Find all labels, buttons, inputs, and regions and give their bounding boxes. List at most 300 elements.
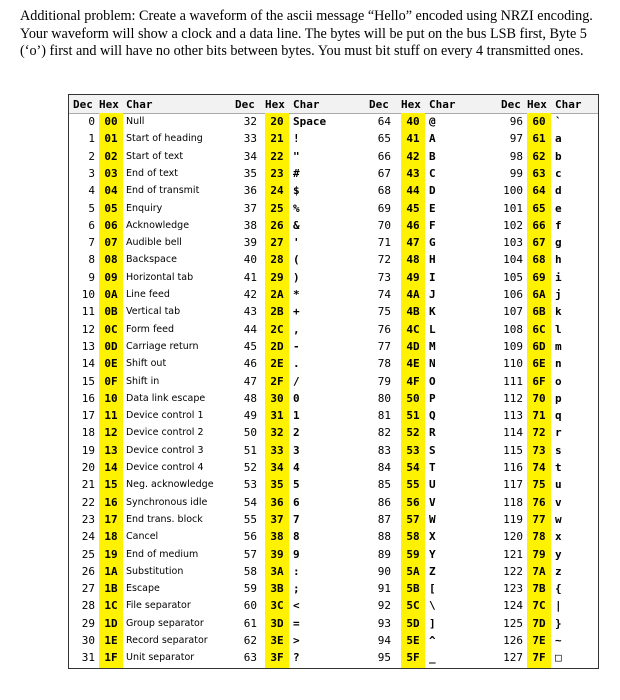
hex-cell: 4F	[406, 374, 420, 388]
char-cell: e	[555, 201, 562, 215]
dec-cell: 32	[243, 115, 257, 128]
hex-cell: 24	[270, 184, 284, 198]
table-row	[69, 633, 598, 648]
char-cell: +	[293, 305, 300, 319]
dec-cell: 126	[503, 634, 523, 647]
table-row	[69, 495, 598, 510]
hex-cell: 7D	[532, 616, 546, 630]
dec-cell: 80	[377, 391, 391, 405]
hex-cell: 79	[532, 547, 546, 561]
dec-cell: 45	[243, 339, 257, 353]
dec-cell: 119	[503, 512, 523, 526]
char-cell: P	[429, 391, 436, 405]
hex-cell: 33	[270, 443, 284, 457]
dec-cell: 73	[377, 270, 391, 284]
hex-cell: 62	[532, 149, 546, 163]
hex-cell: 21	[270, 132, 284, 146]
char-cell: Start of text	[126, 150, 184, 162]
dec-cell: 90	[377, 564, 391, 578]
table-row	[69, 581, 598, 596]
char-cell: 0	[293, 391, 300, 405]
char-cell: )	[293, 270, 300, 284]
hex-cell: 16	[104, 495, 118, 509]
char-cell: F	[429, 218, 436, 232]
hex-cell: 07	[104, 236, 118, 250]
char-cell: }	[555, 616, 562, 630]
hex-cell: 09	[104, 270, 118, 284]
char-cell: T	[429, 461, 436, 474]
dec-cell: 63	[243, 651, 257, 665]
hex-cell: 0F	[104, 374, 118, 388]
hex-cell: 59	[406, 547, 420, 561]
header-char: Char	[429, 98, 456, 111]
char-cell: @	[429, 115, 436, 128]
dec-cell: 28	[81, 599, 95, 613]
char-cell: v	[555, 495, 562, 509]
hex-cell: 44	[406, 184, 420, 198]
table-row	[69, 201, 598, 216]
dec-cell: 62	[243, 634, 257, 647]
hex-cell: 66	[532, 218, 546, 232]
hex-cell: 08	[104, 253, 118, 267]
char-cell: a	[555, 132, 562, 146]
char-cell: _	[429, 651, 436, 665]
dec-cell: 77	[377, 339, 391, 353]
hex-cell: 0D	[104, 339, 118, 353]
dec-cell: 10	[81, 288, 95, 301]
dec-cell: 29	[81, 616, 95, 630]
dec-cell: 117	[503, 478, 523, 492]
dec-cell: 87	[377, 512, 391, 526]
hex-cell: 52	[406, 426, 420, 440]
hex-cell: 03	[104, 166, 118, 180]
hex-cell: 58	[406, 530, 420, 544]
hex-cell: 60	[532, 115, 546, 128]
dec-cell: 0	[88, 115, 95, 128]
hex-cell: 36	[270, 495, 284, 509]
hex-cell: 2B	[270, 305, 284, 319]
hex-cell: 0A	[104, 288, 118, 301]
hex-cell: 49	[406, 270, 420, 284]
char-cell: Unit separator	[126, 652, 195, 664]
char-cell: Shift in	[126, 375, 160, 387]
char-cell: 9	[293, 547, 300, 561]
dec-cell: 84	[377, 461, 391, 474]
hex-cell: 3E	[270, 634, 284, 647]
dec-cell: 7	[88, 236, 95, 250]
hex-cell: 7A	[532, 564, 546, 578]
dec-cell: 38	[243, 218, 257, 232]
dec-cell: 54	[243, 495, 257, 509]
hex-cell: 4C	[406, 322, 420, 336]
table-row	[69, 114, 598, 129]
dec-cell: 37	[243, 201, 257, 215]
hex-cell: 42	[406, 149, 420, 163]
hex-cell: 30	[270, 391, 284, 405]
dec-cell: 72	[377, 253, 391, 267]
dec-cell: 93	[377, 616, 391, 630]
dec-cell: 23	[81, 512, 95, 526]
dec-cell: 120	[503, 530, 523, 544]
dec-cell: 101	[503, 201, 523, 215]
hex-cell: 41	[406, 132, 420, 146]
char-cell: k	[555, 305, 562, 319]
hex-cell: 01	[104, 132, 118, 146]
hex-cell: 46	[406, 218, 420, 232]
hex-cell: 6B	[532, 305, 546, 319]
hex-cell: 3C	[270, 599, 284, 613]
hex-cell: 37	[270, 512, 284, 526]
char-cell: .	[293, 357, 300, 371]
hex-cell: 4D	[406, 339, 420, 353]
dec-cell: 60	[243, 599, 257, 613]
hex-cell: 5D	[406, 616, 420, 630]
char-cell: o	[555, 374, 562, 388]
hex-cell: 5E	[406, 634, 420, 647]
dec-cell: 74	[377, 288, 391, 301]
hex-cell: 26	[270, 218, 284, 232]
dec-cell: 68	[377, 184, 391, 198]
hex-cell: 48	[406, 253, 420, 267]
hex-cell: 77	[532, 512, 546, 526]
char-cell: 6	[293, 495, 300, 509]
table-row	[69, 252, 598, 267]
char-cell: Start of heading	[126, 133, 203, 145]
char-cell: z	[555, 564, 562, 578]
hex-cell: 68	[532, 253, 546, 267]
table-row	[69, 374, 598, 389]
hex-cell: 55	[406, 478, 420, 492]
hex-cell: 15	[104, 478, 118, 492]
hex-cell: 43	[406, 166, 420, 180]
dec-cell: 112	[503, 391, 523, 405]
char-cell: Device control 4	[126, 462, 204, 473]
hex-cell: 39	[270, 547, 284, 561]
char-cell: 5	[293, 478, 300, 492]
dec-cell: 107	[503, 305, 523, 319]
dec-cell: 102	[503, 218, 523, 232]
char-cell: p	[555, 391, 562, 405]
char-cell: Device control 2	[126, 427, 204, 439]
header-hex: Hex	[527, 98, 547, 111]
char-cell: O	[429, 374, 436, 388]
table-row	[69, 166, 598, 181]
dec-cell: 104	[503, 253, 523, 267]
char-cell: Neg. acknowledge	[126, 479, 214, 491]
header-hex: Hex	[265, 98, 285, 111]
dec-cell: 82	[377, 426, 391, 440]
dec-cell: 86	[377, 495, 391, 509]
hex-cell: 63	[532, 166, 546, 180]
hex-cell: 7C	[532, 599, 546, 613]
dec-cell: 11	[81, 305, 95, 319]
char-cell: t	[555, 461, 562, 474]
dec-cell: 18	[81, 426, 95, 440]
char-cell: K	[429, 305, 436, 319]
problem-statement: Additional problem: Create a waveform of the ascii message “Hello” encoded using NRZI encoding. Your waveform will show a clock and a data line. The bytes will be put on the bus LSB first, Byte 5 (‘o’) first and will have no other bits between bytes. You must bit stuff on every 4 transmitted ones.	[20, 8, 593, 60]
hex-cell: 4B	[406, 305, 420, 319]
char-cell: File separator	[126, 600, 191, 612]
dec-cell: 118	[503, 495, 523, 509]
char-cell: End of transmit	[126, 185, 200, 197]
dec-cell: 110	[503, 357, 523, 371]
hex-cell: 7B	[532, 582, 546, 596]
hex-cell: 27	[270, 236, 284, 250]
char-cell: L	[429, 322, 436, 336]
hex-cell: 18	[104, 530, 118, 544]
hex-cell: 22	[270, 149, 284, 163]
char-cell: s	[555, 443, 562, 457]
table-row	[69, 149, 598, 164]
char-cell: ?	[293, 651, 300, 665]
table-row	[69, 287, 598, 302]
char-cell: Null	[126, 116, 145, 127]
table-row	[69, 477, 598, 492]
dec-cell: 97	[509, 132, 523, 146]
char-cell: \	[429, 599, 436, 613]
hex-cell: 5B	[406, 582, 420, 596]
char-cell: [	[429, 582, 436, 596]
table-row	[69, 529, 598, 544]
hex-cell: 1F	[104, 651, 118, 665]
char-cell: End of medium	[126, 548, 199, 560]
char-cell: Z	[429, 564, 436, 578]
hex-cell: 3A	[270, 564, 284, 578]
hex-cell: 61	[532, 132, 546, 146]
dec-cell: 57	[243, 547, 257, 561]
dec-cell: 127	[503, 651, 523, 665]
char-cell: G	[429, 236, 436, 250]
table-row	[69, 391, 598, 406]
dec-cell: 71	[377, 236, 391, 250]
table-row	[69, 218, 598, 233]
dec-cell: 6	[88, 218, 95, 232]
char-cell: %	[293, 201, 300, 215]
hex-cell: 23	[270, 166, 284, 180]
table-row	[69, 304, 598, 319]
table-row	[69, 425, 598, 440]
char-cell: B	[429, 149, 436, 163]
hex-cell: 25	[270, 201, 284, 215]
char-cell: End of text	[126, 167, 178, 179]
dec-cell: 41	[243, 270, 257, 284]
table-row	[69, 564, 598, 579]
char-cell: C	[429, 166, 436, 180]
char-cell: N	[429, 357, 436, 371]
hex-cell: 0B	[104, 305, 118, 319]
dec-cell: 96	[509, 115, 523, 128]
hex-cell: 29	[270, 270, 284, 284]
char-cell: d	[555, 184, 562, 198]
hex-cell: 5A	[406, 564, 420, 578]
hex-cell: 2C	[270, 322, 284, 336]
dec-cell: 59	[243, 582, 257, 596]
ascii-table	[68, 94, 599, 669]
char-cell: X	[429, 530, 436, 544]
dec-cell: 33	[243, 132, 257, 146]
char-cell: >	[293, 634, 300, 647]
char-cell: x	[555, 530, 562, 544]
dec-cell: 19	[81, 443, 95, 457]
char-cell: Backspace	[126, 254, 177, 266]
char-cell: Q	[429, 409, 436, 423]
char-cell: Carriage return	[126, 340, 199, 352]
dec-cell: 17	[81, 409, 95, 423]
hex-cell: 14	[104, 461, 118, 474]
dec-cell: 24	[81, 530, 95, 544]
dec-cell: 39	[243, 236, 257, 250]
header-char: Char	[126, 98, 153, 111]
table-row	[69, 339, 598, 354]
hex-cell: 6C	[532, 322, 546, 336]
char-cell: &	[293, 218, 300, 232]
char-cell: End trans. block	[126, 513, 203, 525]
hex-cell: 06	[104, 218, 118, 232]
char-cell: 1	[293, 409, 300, 423]
hex-cell: 2F	[270, 374, 284, 388]
dec-cell: 64	[377, 115, 391, 128]
dec-cell: 36	[243, 184, 257, 198]
hex-cell: 13	[104, 443, 118, 457]
dec-cell: 21	[81, 478, 95, 492]
char-cell: 8	[293, 530, 300, 544]
dec-cell: 108	[503, 322, 523, 336]
char-cell: 3	[293, 443, 300, 457]
dec-cell: 89	[377, 547, 391, 561]
dec-cell: 81	[377, 409, 391, 423]
hex-cell: 1B	[104, 582, 118, 596]
char-cell: Shift out	[126, 358, 167, 370]
dec-cell: 5	[88, 201, 95, 215]
char-cell: Device control 1	[126, 410, 204, 422]
hex-cell: 67	[532, 236, 546, 250]
char-cell: /	[293, 374, 300, 388]
hex-cell: 40	[406, 115, 420, 128]
dec-cell: 92	[377, 599, 391, 613]
table-row	[69, 598, 598, 613]
char-cell: I	[429, 270, 436, 284]
hex-cell: 0E	[104, 357, 118, 371]
hex-cell: 17	[104, 512, 118, 526]
hex-cell: 69	[532, 270, 546, 284]
dec-cell: 35	[243, 166, 257, 180]
hex-cell: 2E	[270, 357, 284, 371]
char-cell: <	[293, 599, 300, 613]
hex-cell: 70	[532, 391, 546, 405]
char-cell: 4	[293, 461, 300, 474]
char-cell: ;	[293, 582, 300, 596]
hex-cell: 78	[532, 530, 546, 544]
hex-cell: 3F	[270, 651, 284, 665]
hex-cell: 71	[532, 409, 546, 423]
char-cell: {	[555, 582, 562, 596]
dec-cell: 44	[243, 322, 257, 336]
char-cell: y	[555, 547, 562, 561]
char-cell: U	[429, 478, 436, 492]
dec-cell: 98	[509, 149, 523, 163]
hex-cell: 1C	[104, 599, 118, 613]
dec-cell: 69	[377, 201, 391, 215]
dec-cell: 4	[88, 184, 95, 198]
dec-cell: 105	[503, 270, 523, 284]
char-cell: c	[555, 166, 562, 180]
table-row	[69, 235, 598, 250]
table-row	[69, 512, 598, 527]
char-cell: i	[555, 270, 562, 284]
char-cell: Vertical tab	[126, 306, 181, 318]
hex-cell: 35	[270, 478, 284, 492]
hex-cell: 74	[532, 461, 546, 474]
hex-cell: 6E	[532, 357, 546, 371]
hex-cell: 56	[406, 495, 420, 509]
dec-cell: 2	[88, 149, 95, 163]
dec-cell: 50	[243, 426, 257, 440]
dec-cell: 20	[81, 461, 95, 474]
ascii-table-header	[69, 95, 598, 114]
dec-cell: 42	[243, 288, 257, 301]
header-dec: Dec	[235, 98, 255, 111]
dec-cell: 95	[377, 651, 391, 665]
dec-cell: 76	[377, 322, 391, 336]
char-cell: f	[555, 218, 562, 232]
hex-cell: 1E	[104, 634, 118, 647]
hex-cell: 51	[406, 409, 420, 423]
dec-cell: 116	[503, 461, 523, 474]
dec-cell: 8	[88, 253, 95, 267]
hex-cell: 2A	[270, 288, 284, 301]
hex-cell: 10	[104, 391, 118, 405]
char-cell: □	[555, 651, 562, 665]
hex-cell: 34	[270, 461, 284, 474]
dec-cell: 1	[88, 132, 95, 146]
char-cell: ~	[555, 634, 562, 647]
hex-cell: 04	[104, 184, 118, 198]
dec-cell: 15	[81, 374, 95, 388]
hex-cell: 6D	[532, 339, 546, 353]
hex-cell: 38	[270, 530, 284, 544]
hex-cell: 72	[532, 426, 546, 440]
dec-cell: 13	[81, 339, 95, 353]
char-cell: '	[293, 236, 300, 250]
dec-cell: 43	[243, 305, 257, 319]
dec-cell: 52	[243, 461, 257, 474]
header-char: Char	[293, 98, 320, 111]
hex-cell: 3D	[270, 616, 284, 630]
char-cell: Escape	[126, 583, 160, 595]
char-cell: h	[555, 253, 562, 267]
dec-cell: 94	[377, 634, 391, 647]
char-cell: l	[555, 322, 562, 336]
char-cell: Form feed	[126, 323, 175, 335]
hex-cell: 64	[532, 184, 546, 198]
char-cell: V	[429, 495, 436, 509]
hex-cell: 02	[104, 149, 118, 163]
char-cell: Data link escape	[126, 392, 206, 404]
dec-cell: 88	[377, 530, 391, 544]
char-cell: ^	[429, 634, 436, 647]
hex-cell: 12	[104, 426, 118, 440]
dec-cell: 106	[503, 288, 523, 301]
hex-cell: 4A	[406, 288, 420, 301]
char-cell: Device control 3	[126, 444, 204, 456]
char-cell: w	[555, 512, 562, 526]
char-cell: Acknowledge	[126, 219, 190, 231]
char-cell: Space	[293, 115, 327, 128]
char-cell: Synchronous idle	[126, 496, 208, 508]
dec-cell: 49	[243, 409, 257, 423]
header-hex: Hex	[401, 98, 421, 111]
hex-cell: 1A	[104, 564, 118, 578]
